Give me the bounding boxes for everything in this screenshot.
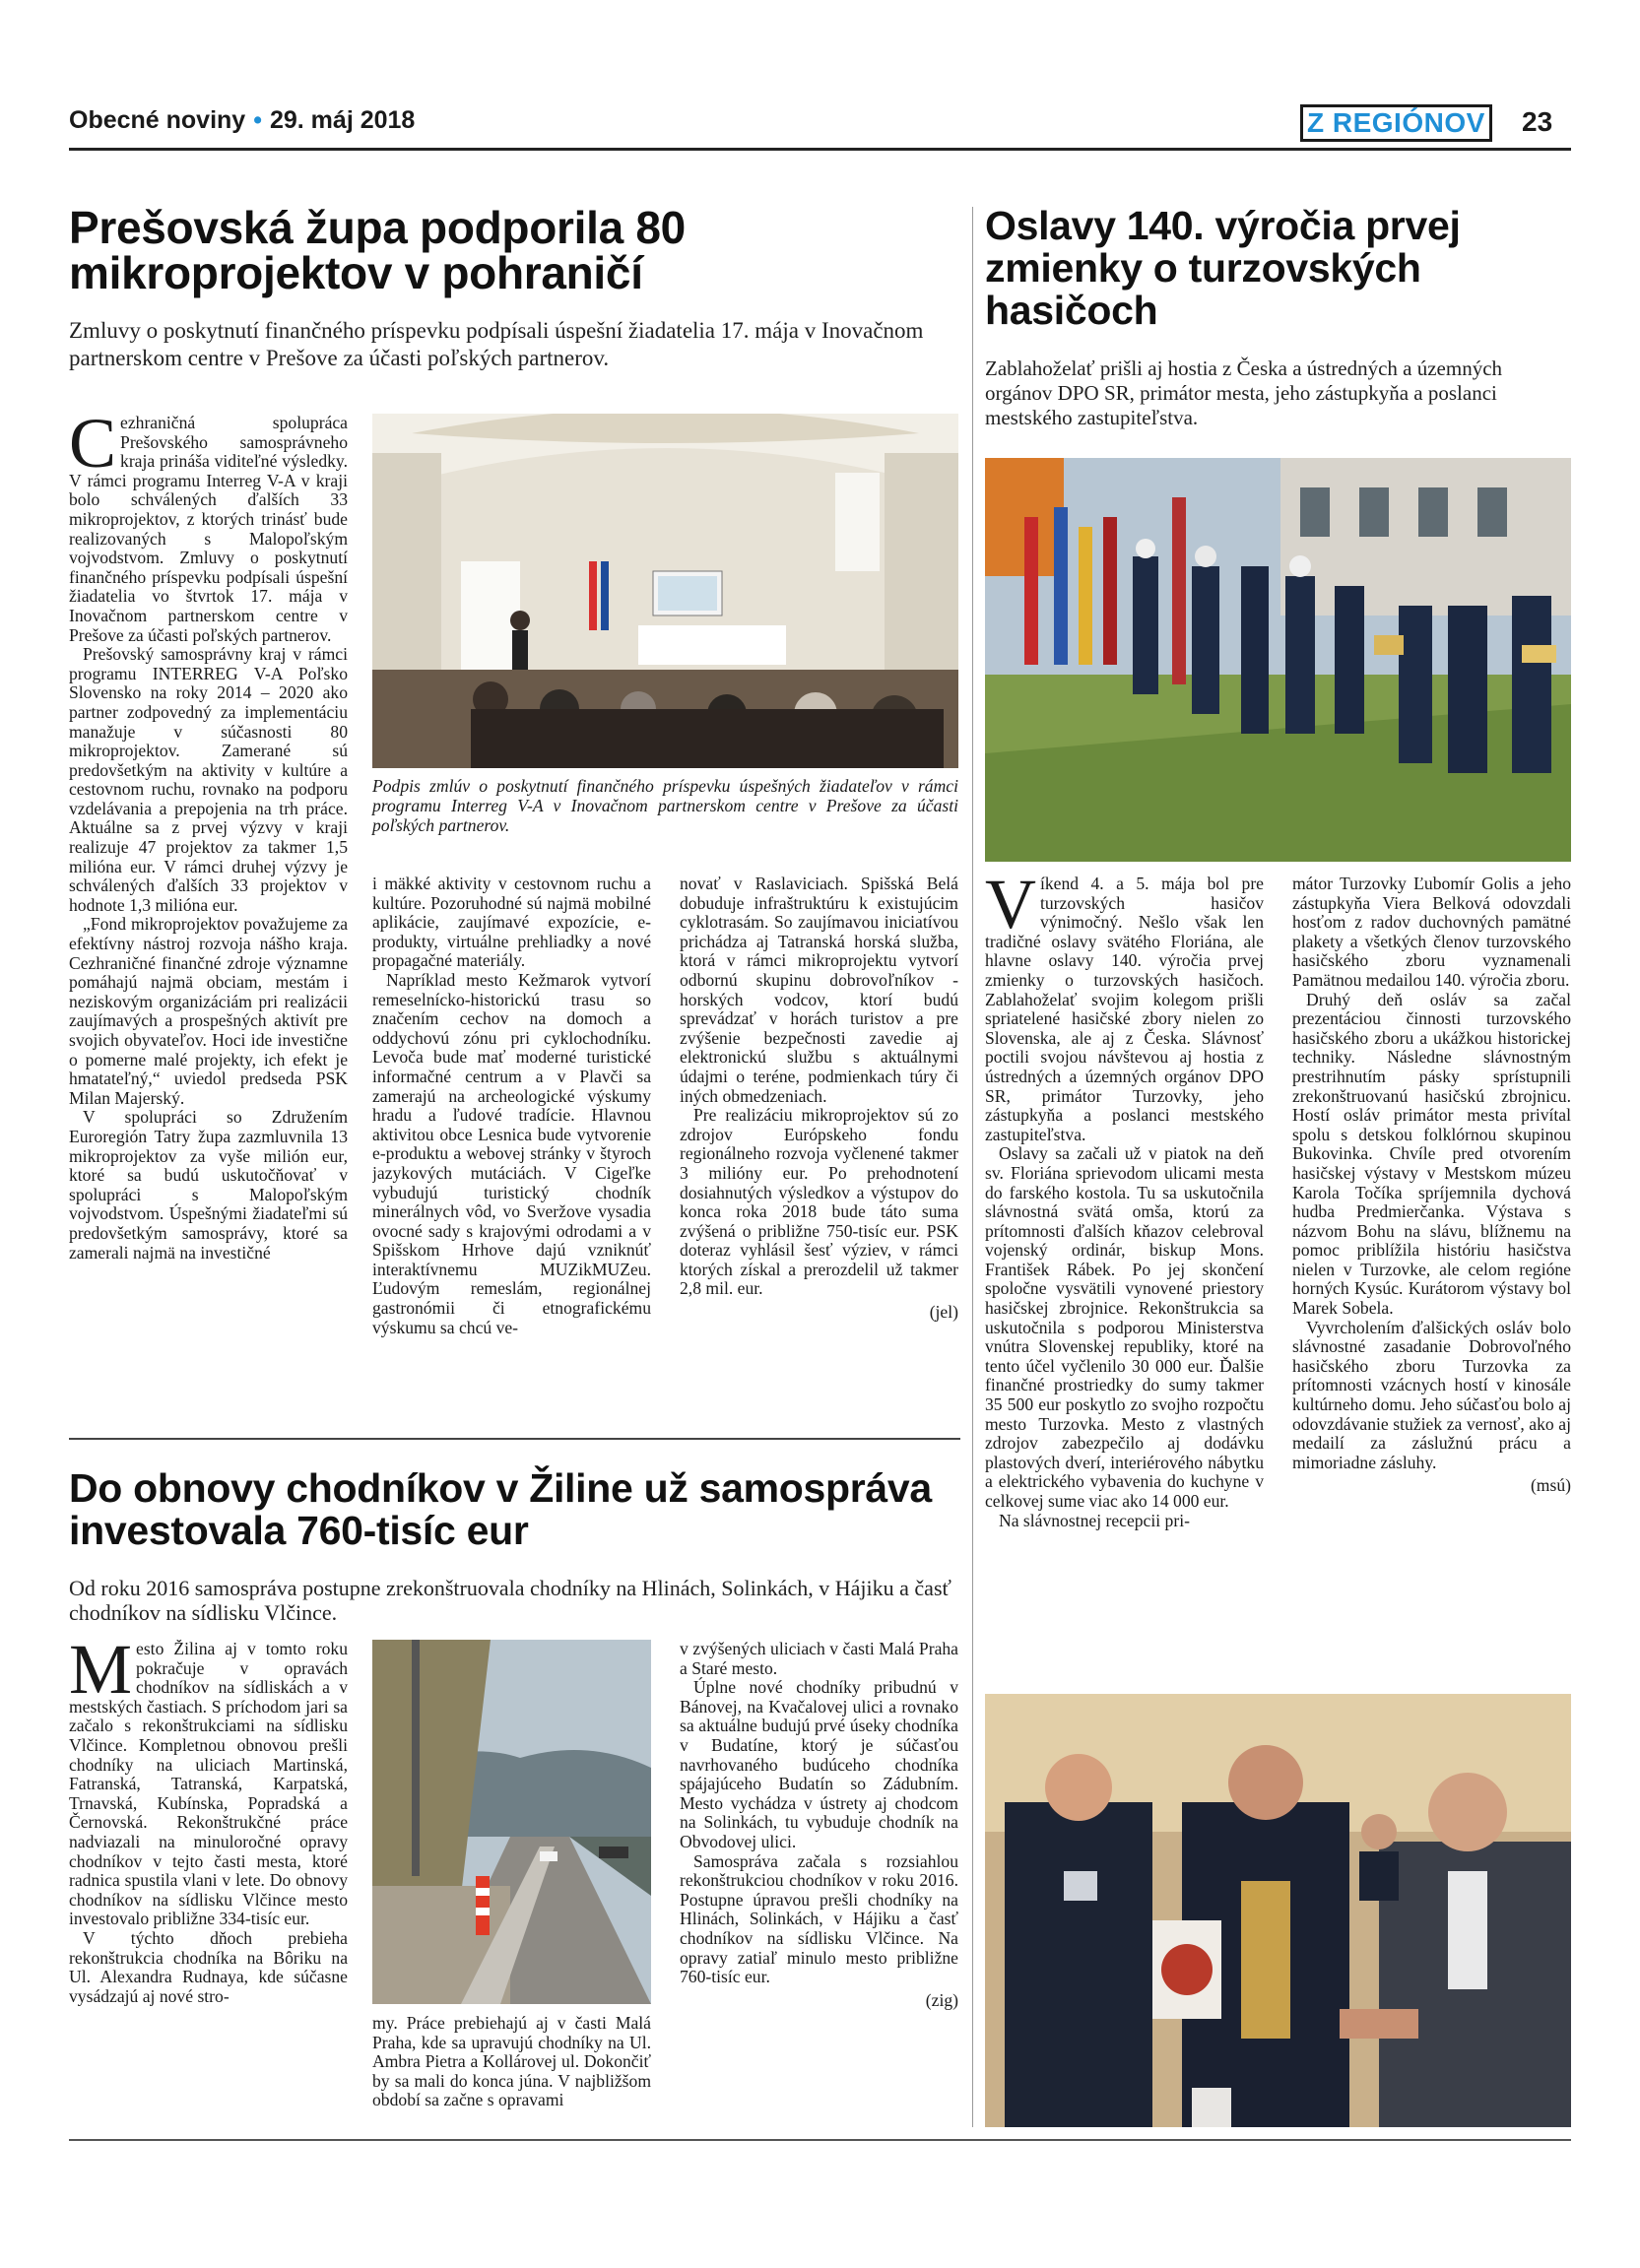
article3-lead: Od roku 2016 samospráva postupne zrekonštruovala chodníky na Hlinách, Solinkách, v Hájiku a časť chodníkov na sídlisku Vlčince.: [69, 1576, 951, 1625]
article3-paragraph: Úplne nové chodníky pribudnú v Bánovej, na Kvačalovej ulici a rovnako sa aktuálne budujú prvé úseky chodníka v Budatíne, ktorý je súčasťou navrhovaného budúceho chodníka spájajúceho Budatín so Zádubním. Mesto vychádza v ústrety aj chodcom na Solinkách, tu vybuduje chodník na Obvodovej ulici.: [680, 1677, 958, 1851]
firefighters-parade-photo: [985, 458, 1571, 862]
article2-lead: Zablahoželať prišli aj hostia z Česka a ústredných a územných orgánov DPO SR, primátor mesta, jeho zástupkyňa a poslanci mestského zastupiteľstva.: [985, 356, 1503, 429]
article3-column-1: [69, 1640, 348, 2127]
article3-signature: (zig): [925, 1989, 958, 2010]
issue-date: 29. máj 2018: [269, 106, 416, 134]
article3-paragraph: V týchto dňoch prebieha rekonštrukcia chodníka na Bôriku na Ul. Alexandra Rudnaya, kde súčasne vysádzajú aj nové stro-: [69, 1927, 348, 2006]
masthead: [69, 106, 415, 135]
header-rule: [69, 148, 1571, 151]
article3-paragraph: Mesto Žilina aj v tomto roku pokračuje v opravách chodníkov na sídliskách a v mestských častiach. S príchodom jari sa začalo s rekonštrukciami na sídlisku Vlčince. Kompletnou obnovou prešli chodníky na uliciach Martinská, Fatranská, Tatranská, Karpatská, Trnavská, Kubínska, Popradská a Černovská. Rekonštrukčné práce nadviazali na minuloročné opravy chodníkov v tejto časti mesta, ktoré radnica spustila vlani v lete. Do obnovy chodníkov na sídlisku Vlčince mesto investovalo približne 334-tisíc eur.: [69, 1640, 348, 1929]
article2-signature: (msú): [1530, 1475, 1571, 1496]
article3-title: Do obnovy chodníkov v Žiline už samospráva investovala 760-tisíc eur: [69, 1465, 932, 1553]
drop-cap: C: [69, 414, 117, 483]
article2-title: Oslavy 140. výročia prvej zmienky o turzovských hasičoch: [985, 203, 1461, 333]
article1-title: Prešovská župa podporila 80 mikroprojektov v pohraničí: [69, 202, 686, 298]
separator-dot: •: [253, 106, 262, 134]
article3-column-3: [680, 1640, 958, 2127]
article2-column-2: [1292, 875, 1571, 1687]
article2-paragraph: mátor Turzovky Ľubomír Golis a jeho zástupkyňa Viera Belková odovzdali hosťom z radov duchovných pamätné plakety a všetkých členov turzovského hasičského zboru vyznamenali Pamätnou medailou 140. výročia zboru.: [1292, 875, 1571, 990]
article2-paragraph: Druhý deň osláv sa začal prezentáciou činnosti turzovského hasičského zboru a ukážkou historickej techniky. Následne slávnostným prestrihnutím pásky sprístupnili zrekonštruovanú hasičskú zbrojnicu. Hostí osláv primátor mesta privítal spolu s detskou folklórnou skupinou Bukovinka. Chvíle pred otvorením hasičskej výstavy v Mestskom múzeu Karola Točíka spríjemnila dychová hudba Predmierčanka. Výstava s názvom Bohu na slávu, blížnemu na pomoc priblížila históriu hasičstva nielen v Turzovke, ale celom regióne horných Kysúc. Kurátorom výstavy bol Marek Sobela.: [1292, 989, 1571, 1319]
article3-paragraph: Samospráva začala s rozsiahlou rekonštrukciou chodníkov v roku 2016. Postupne úpravou prešli chodníky na Hlinách, Solinkách, v Hájiku a časť chodníkov na sídlisku Vlčince. Na opravy zatiaľ minulo mesto približne 760-tisíc eur.: [680, 1850, 958, 1987]
article3-column-2: [372, 2014, 651, 2127]
article1-paragraph: Cezhraničná spolupráca Prešovského samosprávneho kraja prináša viditeľné výsledky. V rámci programu Interreg V-A v kraji bolo schválených ďalších 33 mikroprojektov, z ktorých trinásť bude realizovaných s Malopoľským vojvodstvom. Zmluvy o poskytnutí finančného príspevku podpísali úspešní žiadatelia vo štvrtok 17. mája v Inovačnom partnerskom centre v Prešove za účasti poľských partnerov.: [69, 414, 348, 645]
article1-paragraph: novať v Raslaviciach. Spišská Belá dobuduje infraštruktúru k existujúcim cyklotrasám. So zaujímavou iniciatívou prichádza aj Tatranská horská služba, ktorá v rámci mikroprojektu vytvorí odbornú skupinu dobrovoľníkov - horských vodcov, ktorí budú sprevádzať v horách turistov a pre zvýšenie bezpečnosti zavedie aj elektronickú službu s aktuálnymi údajmi o teréne, podmienkach túry či iných obmedzeniach.: [680, 875, 958, 1106]
article1-column-2: [372, 875, 651, 1431]
page-header: [69, 106, 1571, 146]
article1-paragraph: Napríklad mesto Kežmarok vytvorí remeselnícko-historickú trasu so značením cechov na domoch a oddychovú zónu pri cyklochodníku. Levoča bude mať moderné turistické informačné centrum a v Plavči sa zamerajú na archeologické výskumy hradu a ľudové tradície. Hlavnou aktivitou obce Lesnica bude vytvorenie e-produktu a webovej stránky v štyroch jazykových mutáciách. V Cigeľke vybudujú turistický chodník minerálnych vôd, vo Sveržove vysadia ovocné sady s krajovými odrodami a v Spišskom Hrhove dajú vzniknúť interaktívnemu MUZikMUZeu. Ľudovým remeslám, regionálnej gastronómii či etnografickému výskumu sa chcú ve-: [372, 969, 651, 1337]
article2-paragraph: Na slávnostnej recepcii pri-: [999, 1510, 1190, 1530]
article1-paragraph: „Fond mikroprojektov považujeme za efektívny nástroj rozvoja nášho kraja. Cezhraničné finančné zdroje významne pomáhajú najmä obciam, mestám i neziskovým organizáciám pri realizácii zaujímavých a prospešných aktivít pre svojich obyvateľov. Hoci ide investične o pomerne malé projekty, ich efekt je hmatateľný,“ uviedol predseda PSK Milan Majerský.: [69, 914, 348, 1108]
award-ceremony-photo: [985, 1694, 1571, 2127]
article1-paragraph: Prešovský samosprávny kraj v rámci programu INTERREG V-A Poľsko Slovensko na roky 2014 – 2020 ako partner zodpovedný za implementáciu manažuje v súčasnosti 80 mikroprojektov. Zamerané sú predovšetkým na aktivity v kultúre a cestovnom ruchu, rovnako na podporu vzdelávania a prepojenia na trh práce. Aktuálne sa z prvej výzvy v kraji realizuje 47 projektov za takmer 1,5 milióna eur. V rámci druhej výzvy je schválených ďalších 33 projektov v hodnote 1,3 milióna eur.: [69, 644, 348, 915]
article3-paragraph: my. Práce prebiehajú aj v časti Malá Praha, kde sa upravujú chodníky na Ul. Ambra Pietra a Kollárovej ul. Dokončiť by sa mali do konca júna. V najbližšom období sa začne s opravami: [372, 2014, 651, 2110]
footer-rule: [69, 2139, 1571, 2141]
article2-column-1: [985, 875, 1264, 1687]
article3-paragraph: v zvýšených uliciach v časti Malá Praha a Staré mesto.: [680, 1640, 958, 1678]
article-separator: [69, 1438, 960, 1440]
article1-lead: Zmluvy o poskytnutí finančného príspevku podpísali úspešní žiadatelia 17. mája v Inovačnom partnerskom centre v Prešove za účasti poľských partnerov.: [69, 318, 924, 370]
article2-paragraph: Vyvrcholením ďalšických osláv bolo slávnostné zasadanie Dobrovoľného hasičského zboru Turzovka za prítomnosti vzácnych hostí v kinosále kultúrneho domu. Jeho súčasťou bolo aj odovzdávanie stužiek za vernosť, ako aj medailí za záslužnú prácu a mimoriadne zásluhy.: [1292, 1317, 1571, 1472]
article1-paragraph: i mäkké aktivity v cestovnom ruchu a kultúre. Pozoruhodné sú najmä mobilné aplikácie, zaujímavé expozície, e-produkty, virtuálne prehliadky a nové propagačné materiály.: [372, 875, 651, 971]
article1-column-1: [69, 414, 348, 1428]
publication-name: Obecné noviny: [69, 106, 246, 134]
article2-paragraph: Oslavy sa začali už v piatok na deň sv. Floriána sprievodom ulicami mesta do farského kostola. Tu sa uskutočnila slávnostná svätá omša, ktorú za prítomnosti ďalších kňazov celebroval vojenský ordinár, biskup Mons. František Rábek. Po jej skončení spoločne vysvätili vynovené priestory hasičskej zbrojnice. Rekonštrukcia sa uskutočnila s podporou Ministerstva vnútra Slovenskej republiky, ktoré na tento účel vyčlenilo 30 000 eur. Ďalšie finančné prostriedky do sumy takmer 35 500 eur poskytlo zo svojho rozpočtu mesto Turzovka. Mesto z vlastných zdrojov zabezpečilo aj dodávku plastových dverí, interiérového nábytku a elektrického vybavenia do kuchyne v celkovej sume viac ako 14 000 eur.: [985, 1143, 1264, 1511]
sidewalk-repair-photo: [372, 1640, 651, 2004]
signing-ceremony-photo: [372, 414, 958, 768]
drop-cap: V: [985, 875, 1036, 943]
article1-paragraph: Pre realizáciu mikroprojektov sú zo zdrojov Európskeho fondu regionálneho rozvoja vyčlenené takmer 3 milióny eur. Po prehodnotení dosiahnutých výsledkov a výstupov do konca roka 2018 bude táto suma zvýšená o približne 750-tisíc eur. PSK doteraz vyhlásil šesť výziev, v rámci ktorých získal a prerozdelil už takmer 2,8 mil. eur.: [680, 1105, 958, 1299]
section-label: Z REGIÓNOV: [1300, 104, 1492, 142]
article1-column-3: [680, 875, 958, 1431]
page-number: 23: [1522, 106, 1553, 137]
drop-cap: M: [69, 1640, 133, 1709]
signing-photo-caption: Podpis zmlúv o poskytnutí finančného príspevku úspešných žiadateľov v rámci programu Interreg V-A v Inovačnom partnerskom centre v Prešove za účasti poľských partnerov.: [372, 776, 958, 835]
article2-paragraph: Víkend 4. a 5. mája bol pre turzovských hasičov výnimočný. Nešlo však len tradičné oslavy svätého Floriána, ale hlavne oslavy 140. výročia prvej zmienky o turzovských hasičoch. Zablahoželať svojim kolegom prišli spriatelené hasičské zbory nielen zo Slovenska, ale aj z Česka. Slávnosť poctili svojou návštevou aj hostia z ústredných a územných orgánov DPO SR, primátor Turzovky, jeho zástupkyňa a poslanci mestského zastupiteľstva.: [985, 875, 1264, 1144]
column-divider: [972, 207, 973, 2127]
article1-signature: (jel): [929, 1302, 958, 1323]
article1-paragraph: V spolupráci so Združením Euroregión Tatry župa zazmluvnila 13 mikroprojektov za vyše milión eur, ktoré sa budú uskutočňovať v spolupráci s Malopoľským vojvodstvom. Úspešnými žiadateľmi sú predovšetkým samosprávy, ktoré sa zamerali najmä na investičné: [69, 1107, 348, 1263]
